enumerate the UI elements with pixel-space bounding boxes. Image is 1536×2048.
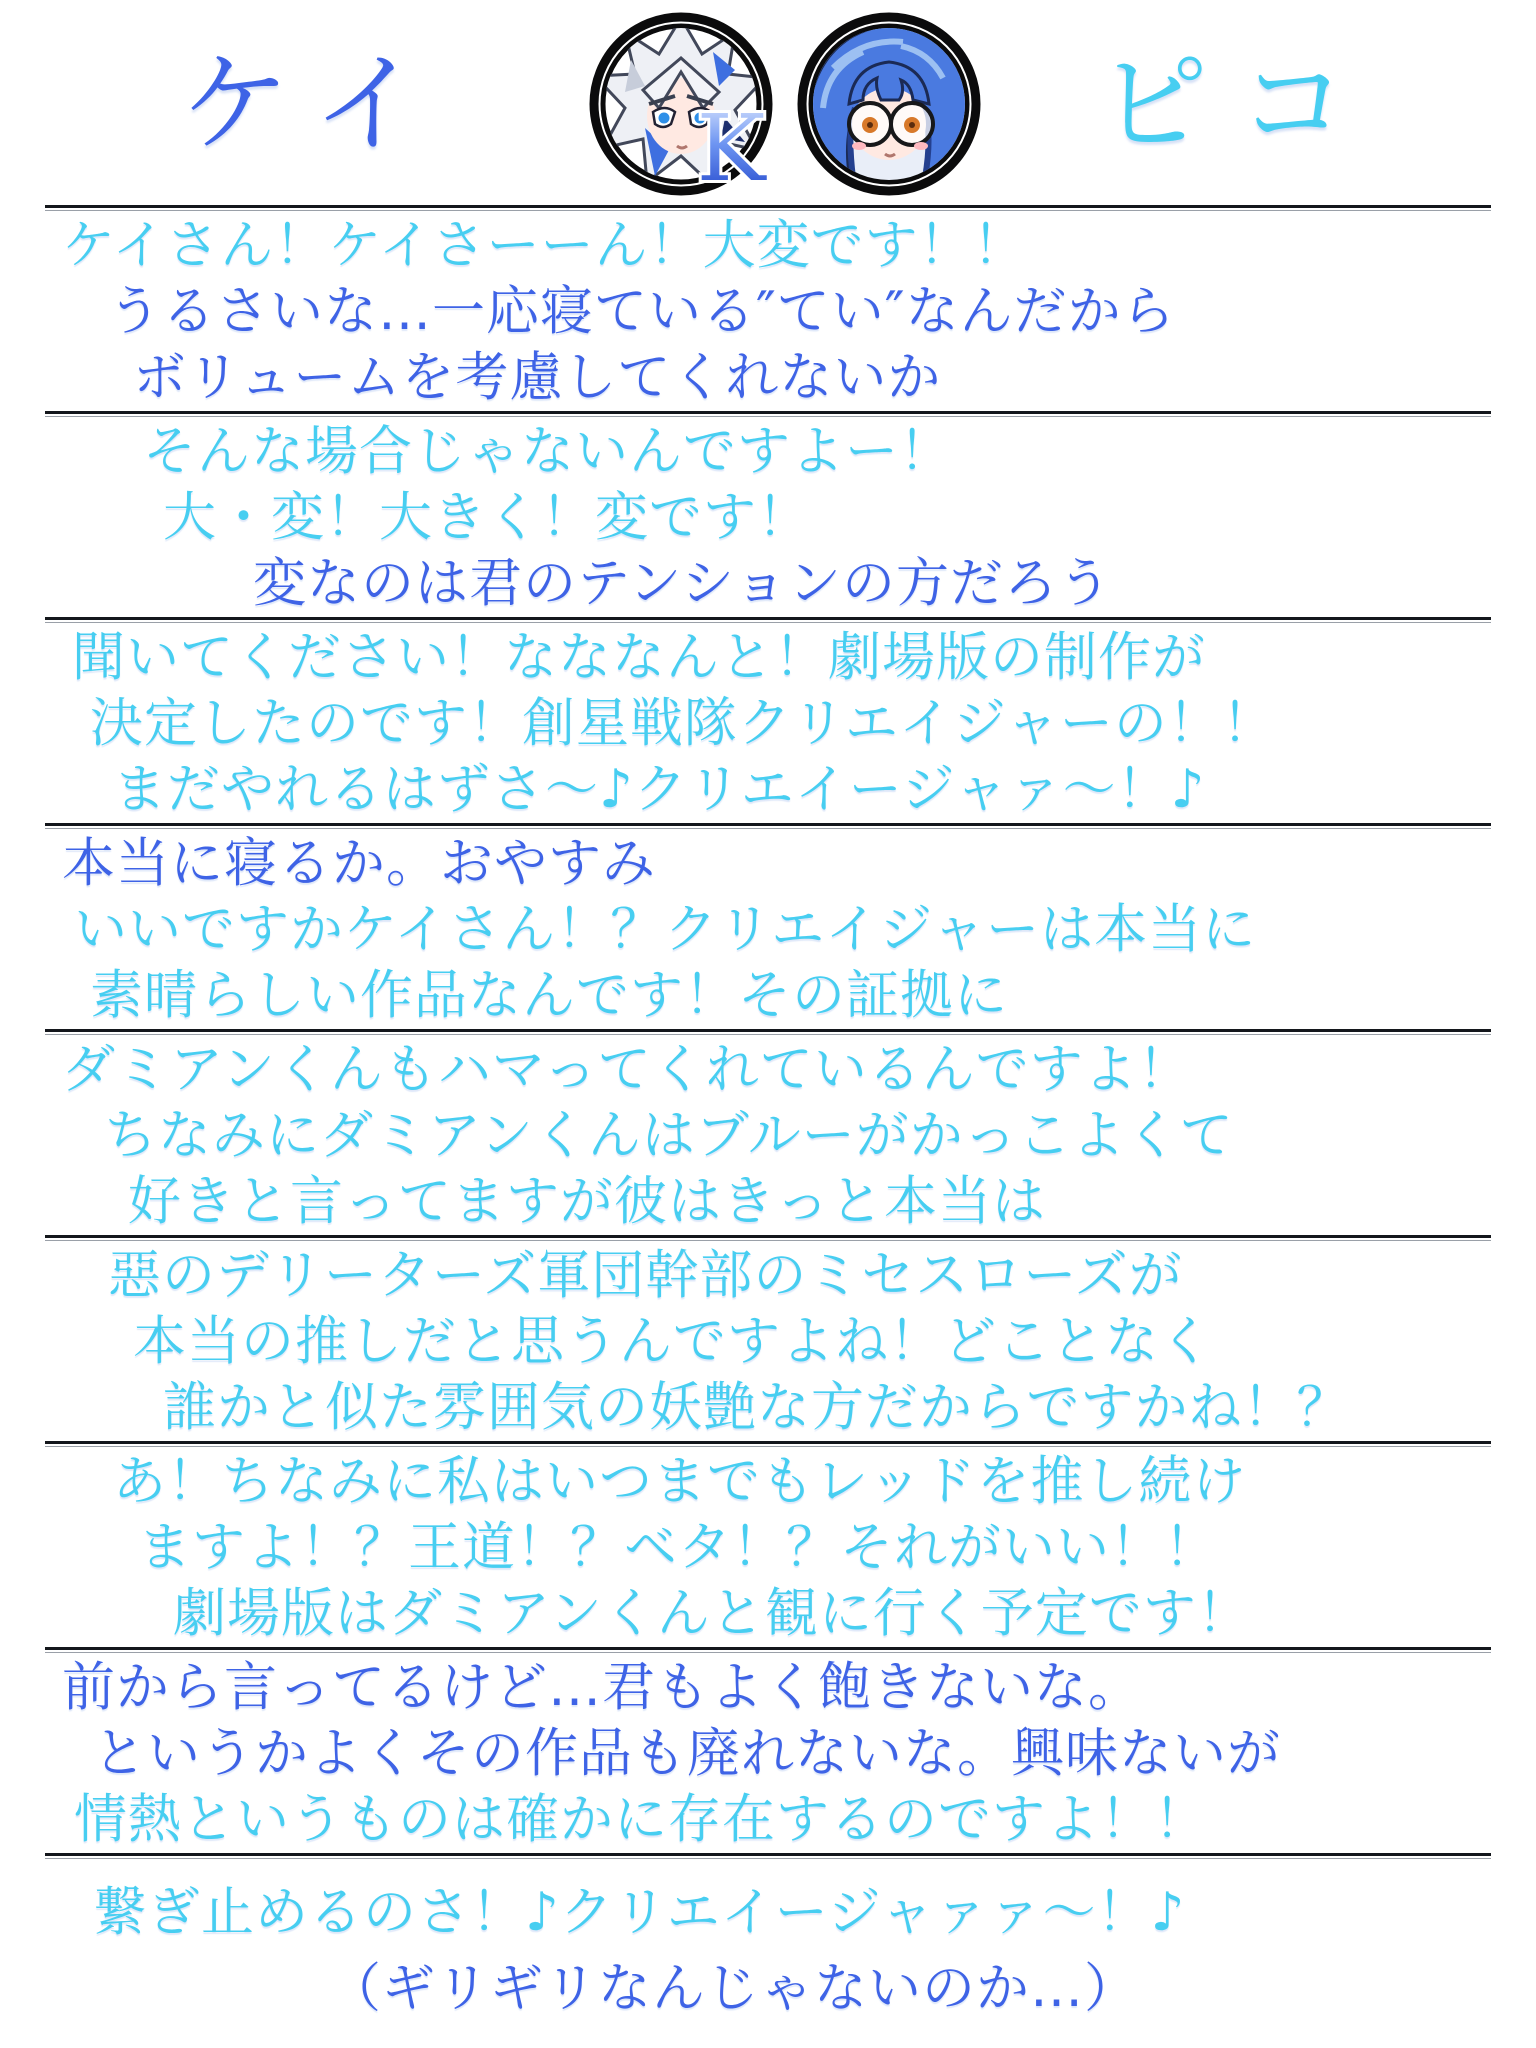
- pico-avatar-icon: [793, 8, 985, 200]
- dialogue-line-pico: あ！ちなみに私はいつまでもレッドを推し続け: [113, 1451, 1247, 1512]
- dialogue-section: [0, 1859, 1536, 2027]
- dialogue-line-pico: 誰かと似た雰囲気の妖艶な方だからですかね！？: [163, 1377, 1351, 1438]
- dialogue-line-pico: いいですかケイさん！？クリエイジャーは本当に: [74, 899, 1257, 960]
- dialogue-section: [0, 1447, 1536, 1647]
- dialogue-line-pico: まだやれるはずさ～♪クリエイージャァ～！♪: [113, 759, 1206, 820]
- dialogue-line-pico: 素晴らしい作品なんです！その証拠に: [90, 965, 1008, 1026]
- dialogue-area: [0, 205, 1536, 2027]
- dialogue-line-kei: というかよくその作品も廃れないな。興味ないが: [93, 1723, 1281, 1784]
- dialogue-section: [0, 1241, 1536, 1441]
- dialogue-section: [0, 417, 1536, 617]
- dialogue-section: [0, 829, 1536, 1029]
- dialogue-section: [0, 211, 1536, 411]
- dialogue-line-kei: うるさいな…一応寝ている″てい″なんだから: [108, 281, 1176, 342]
- dialogue-line-pico: 情熱というものは確かに存在するのですよ！！: [74, 1789, 1208, 1850]
- dialogue-line-pico: 劇場版はダミアンくんと観に行く予定です！: [173, 1583, 1251, 1644]
- dialogue-line-pico: ダミアンくんもハマってくれているんですよ！: [62, 1039, 1192, 1100]
- dialogue-line-pico: 大・変！大きく！変です！: [163, 487, 811, 548]
- dialogue-section: [0, 1035, 1536, 1235]
- dialogue-line-pico: 本当の推しだと思うんですよね！どことなく: [133, 1311, 1213, 1372]
- dialogue-line-kei: ボリュームを考慮してくれないか: [133, 347, 942, 408]
- dialogue-line-kei: 前から言ってるけど…君もよく飽きないな。: [62, 1657, 1142, 1718]
- dialogue-line-pico: 好きと言ってますが彼はきっと本当は: [128, 1171, 1046, 1232]
- dialogue-line-pico: ケイさん！ケイさーーん！大変です！！: [62, 215, 1027, 276]
- kei-avatar-letter: K: [696, 95, 766, 200]
- kei-avatar-icon: [585, 8, 777, 200]
- dialogue-line-pico: 惡のデリーターズ軍団幹部のミセスローズが: [108, 1245, 1183, 1306]
- dialogue-line-pico: 決定したのです！創星戦隊クリエイジャーの！！: [90, 693, 1276, 754]
- dialogue-line-pico: ちなみにダミアンくんはブルーがかっこよくて: [104, 1105, 1234, 1166]
- dialogue-section: [0, 1653, 1536, 1853]
- character-name-kei: ケイ: [180, 40, 453, 168]
- dialogue-section: [0, 623, 1536, 823]
- dialogue-line-pico: ますよ！？王道！？ベタ！？それがいい！！: [138, 1517, 1218, 1578]
- dialogue-line-kei: 変なのは君のテンションの方だろう: [253, 553, 1112, 614]
- dialogue-line-pico: そんな場合じゃないんですよー！: [143, 421, 953, 482]
- dialogue-line-pico: 繋ぎ止めるのさ！♪クリエイージャァァ～！♪: [93, 1882, 1186, 1943]
- header: [0, 0, 1536, 205]
- dialogue-line-kei: （ギリギリなんじゃないのか…）: [328, 1958, 1138, 2019]
- dialogue-line-pico: 聞いてください！なななんと！劇場版の制作が: [72, 627, 1206, 688]
- dialogue-line-kei: 本当に寝るか。おやすみ: [62, 833, 656, 894]
- character-name-pico: ピコ: [1098, 40, 1378, 168]
